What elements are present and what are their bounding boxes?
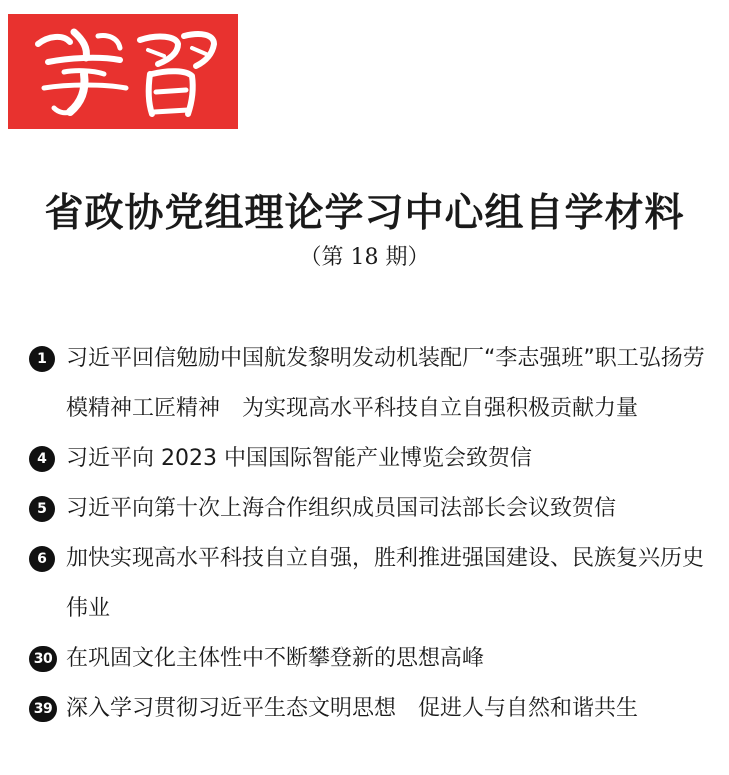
toc-item-title: 习近平回信勉励中国航发黎明发动机装配厂“李志强班”职工弘扬劳模精神工匠精神 为实现高水平科技自立自强积极贡献力量 — [66, 346, 705, 421]
toc-item[interactable] — [24, 534, 724, 634]
toc-item[interactable] — [24, 634, 724, 684]
study-logo — [8, 14, 238, 129]
table-of-contents — [24, 334, 724, 734]
toc-item-title: 在巩固文化主体性中不断攀登新的思想高峰 — [66, 646, 485, 671]
toc-item[interactable] — [24, 334, 724, 434]
page-number-badge: 1 — [29, 346, 55, 372]
toc-item-title: 深入学习贯彻习近平生态文明思想 促进人与自然和谐共生 — [66, 696, 639, 721]
toc-item[interactable] — [24, 434, 724, 484]
page-number-badge: 6 — [29, 546, 55, 572]
toc-item-title: 习近平向 2023 中国国际智能产业博览会致贺信 — [66, 446, 532, 471]
toc-item[interactable] — [24, 484, 724, 534]
issue-number: （第 18 期） — [299, 245, 430, 270]
calligraphy-logo-icon — [8, 14, 238, 129]
page-number-badge: 5 — [29, 496, 55, 522]
page-number-badge: 30 — [29, 646, 57, 672]
toc-item-title: 加快实现高水平科技自立自强，胜利推进强国建设、民族复兴历史伟业 — [66, 546, 705, 621]
page-title: 省政协党组理论学习中心组自学材料 — [44, 190, 685, 236]
toc-item[interactable] — [24, 684, 724, 734]
toc-item-title: 习近平向第十次上海合作组织成员国司法部长会议致贺信 — [66, 496, 617, 521]
page-number-badge: 39 — [29, 696, 57, 722]
page-number-badge: 4 — [29, 446, 55, 472]
